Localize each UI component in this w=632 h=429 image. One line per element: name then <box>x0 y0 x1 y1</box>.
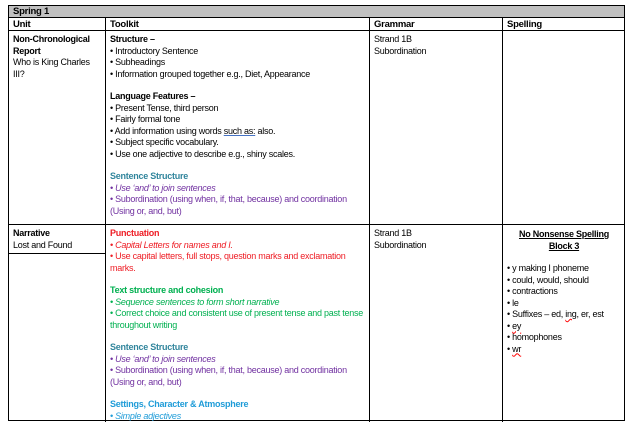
spelling-bullet <box>507 309 621 321</box>
bullet-marker: • <box>507 343 513 354</box>
bullet-text: Use one adjective to describe e.g., shiny scales. <box>115 148 296 159</box>
curriculum-table <box>8 5 625 421</box>
toolkit-bullet <box>110 69 366 81</box>
bullet-marker: • <box>110 114 116 124</box>
toolkit-bullet <box>110 240 366 252</box>
toolkit-bullet <box>110 411 366 423</box>
section-gap <box>110 388 366 399</box>
bullet-text: Suffixes – ed, <box>512 309 566 319</box>
bullet-text: could, would, should <box>512 274 589 285</box>
bullet-marker: • <box>507 263 513 273</box>
column-header-grammar <box>370 18 503 30</box>
bullet-marker: • <box>507 309 513 319</box>
spelling-bullet <box>507 332 621 344</box>
bullet-marker: • <box>110 365 116 375</box>
bullet-marker: • <box>507 286 513 296</box>
grammar-text: Strand 1B <box>374 228 412 238</box>
toolkit-bullet <box>110 126 366 138</box>
bullet-text: also. <box>255 125 276 136</box>
column-header-label: Toolkit <box>110 19 139 30</box>
unit-subtitle: Lost and Found <box>13 239 73 250</box>
section-gap <box>110 331 366 342</box>
unit-title: Narrative <box>13 228 50 238</box>
bullet-text: Use ‘and’ to join sentences <box>115 182 216 193</box>
grammar-underline-text: such as: <box>223 125 256 136</box>
bullet-text: Fairly formal tone <box>115 114 181 124</box>
unit-subtitle: Who is King Charles III? <box>13 57 90 79</box>
bullet-text: Use ‘and’ to join sentences <box>115 353 216 364</box>
section-gap <box>110 274 366 285</box>
column-header-unit <box>9 18 106 30</box>
toolkit-bullet <box>110 103 366 115</box>
grammar-text: Subordination <box>374 45 427 56</box>
spelling-heading: No Nonsense Spelling Block 3 <box>518 229 609 251</box>
bullet-marker: • <box>110 68 116 79</box>
toolkit-bullet <box>110 46 366 58</box>
bullet-marker: • <box>110 57 116 67</box>
bullet-text: Subheadings <box>115 57 165 67</box>
bullet-text: Introductory Sentence <box>115 45 198 56</box>
bullet-marker: • <box>110 148 116 159</box>
column-header-label: Grammar <box>374 19 415 30</box>
bullet-marker: • <box>110 239 116 250</box>
bullet-marker: • <box>507 297 513 308</box>
bullet-text: Subject specific vocabulary. <box>115 137 219 147</box>
toolkit-bullet <box>110 354 366 366</box>
toolkit-bullet <box>110 251 366 274</box>
unit-cell <box>9 225 106 422</box>
bullet-text: Simple adjectives <box>115 410 181 421</box>
grammar-cell <box>370 225 503 422</box>
bullet-text: contractions <box>512 286 558 296</box>
spelling-bullet <box>507 321 621 333</box>
section-gap <box>110 160 366 171</box>
column-header-row <box>9 18 624 31</box>
toolkit-bullet <box>110 137 366 149</box>
spelling-bullet <box>507 286 621 298</box>
section-gap <box>110 80 366 91</box>
table-row <box>9 31 624 225</box>
bullet-marker: • <box>110 182 116 193</box>
unit-title: Non-Chronological Report <box>13 34 90 56</box>
toolkit-cell <box>106 31 370 224</box>
bullet-text: homophones <box>512 332 562 342</box>
bullet-marker: • <box>110 137 116 147</box>
spelling-bullet <box>507 344 621 356</box>
toolkit-section-heading: Settings, Character & Atmosphere <box>110 399 249 409</box>
column-header-label: Spelling <box>507 19 542 30</box>
bullet-marker: • <box>507 274 513 285</box>
bullet-text: Subordination (using when, if, that, because) and coordination (Using or, and, but) <box>110 194 347 216</box>
toolkit-section-heading: Structure – <box>110 34 155 44</box>
toolkit-cell <box>106 225 370 422</box>
bullet-text: , er, est <box>576 309 604 319</box>
toolkit-bullet <box>110 183 366 195</box>
bullet-marker: • <box>110 251 116 261</box>
section-gap <box>507 252 621 263</box>
bullet-marker: • <box>507 320 513 331</box>
grammar-text: Strand 1B <box>374 34 412 44</box>
bullet-text: Present Tense, third person <box>115 102 219 113</box>
squiggle-text: ey <box>512 320 522 331</box>
spelling-bullet <box>507 298 621 310</box>
toolkit-bullet <box>110 365 366 388</box>
bullet-marker: • <box>110 194 116 204</box>
toolkit-section-heading: Language Features – <box>110 91 196 101</box>
spelling-cell <box>503 225 624 422</box>
squiggle-text: wr <box>512 343 522 354</box>
bullet-marker: • <box>110 353 116 364</box>
squiggle-text: ing <box>565 309 577 319</box>
table-row <box>9 225 624 422</box>
bullet-marker: • <box>110 410 116 421</box>
bullet-marker: • <box>110 296 116 307</box>
bullet-text: Sequence sentences to form short narrative <box>115 296 280 307</box>
bullet-text: y making I phoneme <box>512 263 589 273</box>
bullet-marker: • <box>110 45 116 56</box>
bullet-text: Capital Letters for names and I. <box>115 239 233 250</box>
bullet-marker: • <box>110 125 115 136</box>
toolkit-bullet <box>110 194 366 217</box>
bullet-text: Subordination (using when, if, that, because) and coordination (Using or, and, but) <box>110 365 347 387</box>
toolkit-bullet <box>110 57 366 69</box>
bullet-text: Correct choice and consistent use of present tense and past tense throughout writing <box>110 308 364 330</box>
toolkit-section-heading: Sentence Structure <box>110 342 189 352</box>
toolkit-bullet <box>110 308 366 331</box>
term-title: Spring 1 <box>13 6 50 17</box>
table-body <box>9 31 624 422</box>
spelling-bullet <box>507 275 621 287</box>
toolkit-bullet <box>110 297 366 309</box>
toolkit-section-heading: Sentence Structure <box>110 171 189 181</box>
bullet-text: Add information using words <box>114 125 224 136</box>
toolkit-section-heading: Punctuation <box>110 228 160 238</box>
toolkit-section-heading: Text structure and cohesion <box>110 285 224 295</box>
unit-cell <box>9 31 106 224</box>
toolkit-bullet <box>110 149 366 161</box>
column-header-toolkit <box>106 18 370 30</box>
bullet-marker: • <box>110 308 116 318</box>
table-title-row <box>9 6 624 18</box>
grammar-cell <box>370 31 503 224</box>
bullet-marker: • <box>507 332 513 342</box>
unit-cell-divider <box>9 253 105 254</box>
grammar-text: Subordination <box>374 239 427 250</box>
spelling-bullet <box>507 263 621 275</box>
spelling-cell <box>503 31 624 224</box>
bullet-text: le <box>512 297 519 308</box>
bullet-marker: • <box>110 102 116 113</box>
toolkit-bullet <box>110 114 366 126</box>
bullet-text: Use capital letters, full stops, question marks and exclamation marks. <box>110 251 346 273</box>
bullet-text: Information grouped together e.g., Diet, Appearance <box>115 68 311 79</box>
column-header-label: Unit <box>13 19 31 30</box>
column-header-spelling <box>503 18 624 30</box>
